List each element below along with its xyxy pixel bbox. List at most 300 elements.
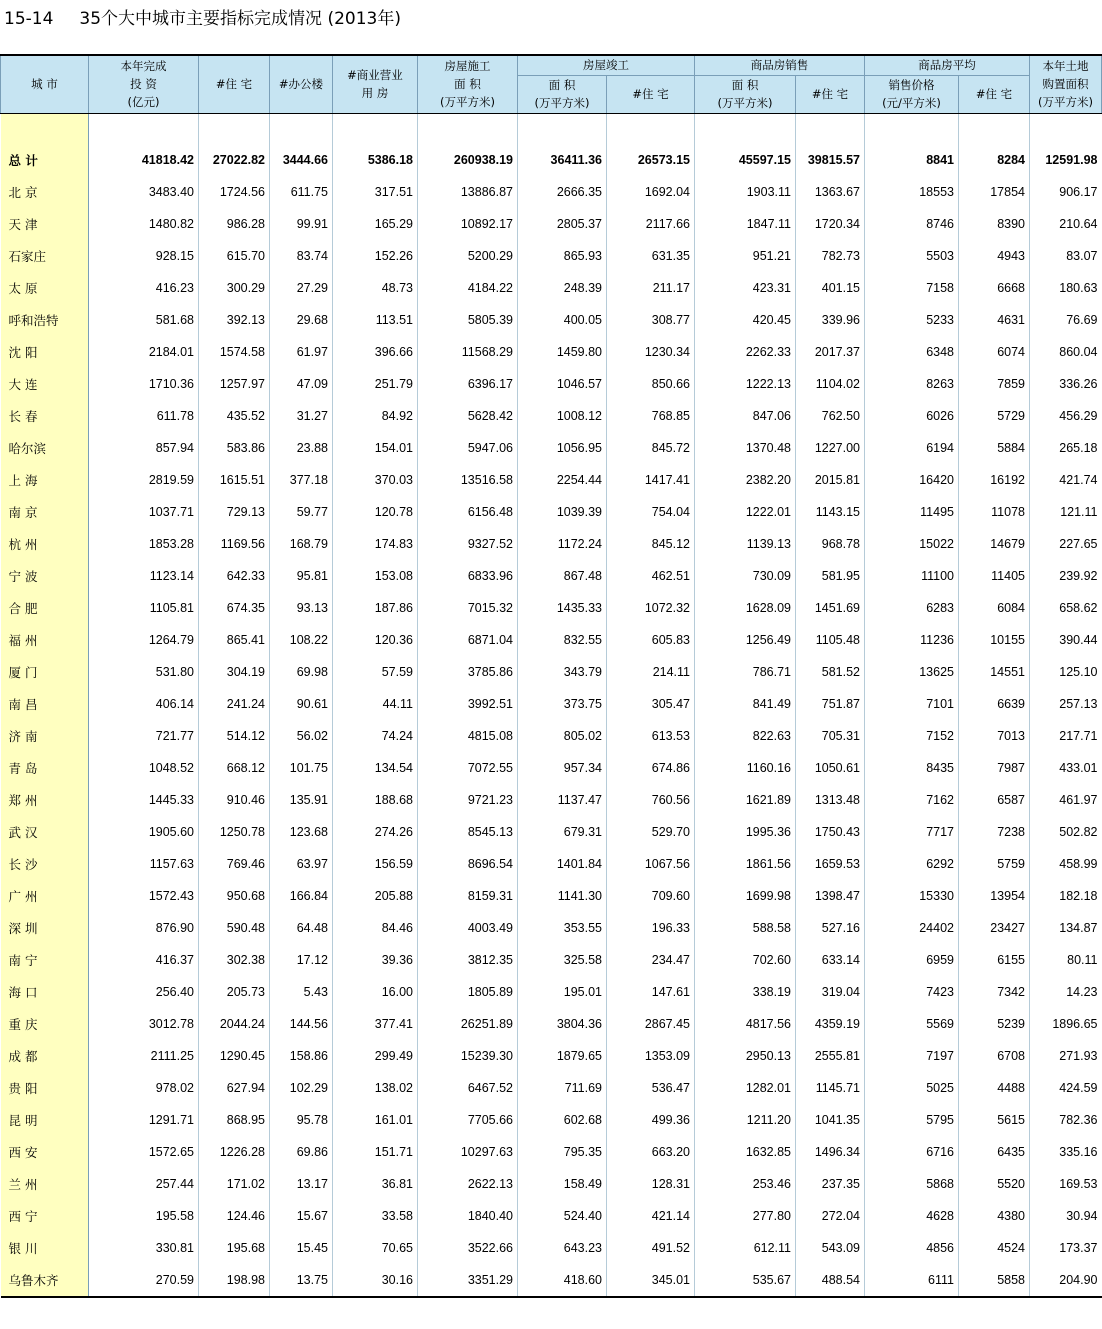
cell-value: 377.18	[270, 464, 333, 496]
cell-value: 1417.41	[607, 464, 695, 496]
table-row	[1, 336, 1102, 368]
table-row	[1, 304, 1102, 336]
cell-value: 24402	[865, 912, 959, 944]
cell-value: 14.23	[1030, 976, 1102, 1008]
cell-value: 76.69	[1030, 304, 1102, 336]
cell-value: 23.88	[270, 432, 333, 464]
cell-value: 95.81	[270, 560, 333, 592]
cell-value: 1222.01	[695, 496, 796, 528]
cell-value: 237.35	[796, 1168, 865, 1200]
table-row	[1, 1200, 1102, 1232]
table-row	[1, 784, 1102, 816]
cell-value: 6026	[865, 400, 959, 432]
cell-value: 1105.81	[89, 592, 199, 624]
cell-value: 26251.89	[418, 1008, 518, 1040]
cell-value: 36.81	[333, 1168, 418, 1200]
cell-value: 730.09	[695, 560, 796, 592]
cell-value: 80.11	[1030, 944, 1102, 976]
cell-value: 7859	[959, 368, 1030, 400]
cell-value: 69.98	[270, 656, 333, 688]
cell-value: 168.79	[270, 528, 333, 560]
cell-value: 7705.66	[418, 1104, 518, 1136]
cell-value: 1659.53	[796, 848, 865, 880]
cell-value: 1313.48	[796, 784, 865, 816]
cell-value: 1157.63	[89, 848, 199, 880]
cell-value: 1291.71	[89, 1104, 199, 1136]
cell-value: 4184.22	[418, 272, 518, 304]
cell-value: 729.13	[199, 496, 270, 528]
cell-value: 9327.52	[418, 528, 518, 560]
cell-value: 2805.37	[518, 208, 607, 240]
cell-value: 857.94	[89, 432, 199, 464]
cell-value: 822.63	[695, 720, 796, 752]
cell-value: 2262.33	[695, 336, 796, 368]
cell-value: 674.86	[607, 752, 695, 784]
cell-value: 702.60	[695, 944, 796, 976]
cell-value: 1211.20	[695, 1104, 796, 1136]
cell-value: 4943	[959, 240, 1030, 272]
cell-value: 39815.57	[796, 144, 865, 176]
cell-value: 120.78	[333, 496, 418, 528]
cell-value: 14551	[959, 656, 1030, 688]
cell-value: 8159.31	[418, 880, 518, 912]
cell-value: 502.82	[1030, 816, 1102, 848]
cell-value: 1041.35	[796, 1104, 865, 1136]
cell-value: 1250.78	[199, 816, 270, 848]
cell-value: 1353.09	[607, 1040, 695, 1072]
cell-value: 663.20	[607, 1136, 695, 1168]
cell-value: 421.14	[607, 1200, 695, 1232]
cell-value: 1615.51	[199, 464, 270, 496]
cell-value: 330.81	[89, 1232, 199, 1264]
cell-value: 865.93	[518, 240, 607, 272]
cell-value: 300.29	[199, 272, 270, 304]
header-completion-group: 房屋竣工	[518, 55, 695, 75]
cell-value: 1123.14	[89, 560, 199, 592]
header-completion-housing: #住 宅	[607, 75, 695, 113]
cell-value: 63.97	[270, 848, 333, 880]
cell-value: 527.16	[796, 912, 865, 944]
city-name: 哈尔滨	[1, 432, 89, 464]
cell-value: 5239	[959, 1008, 1030, 1040]
cell-value: 462.51	[607, 560, 695, 592]
cell-value: 5759	[959, 848, 1030, 880]
page-title	[4, 4, 401, 29]
cell-value: 3785.86	[418, 656, 518, 688]
cell-value: 6833.96	[418, 560, 518, 592]
cell-value: 968.78	[796, 528, 865, 560]
cell-value: 421.74	[1030, 464, 1102, 496]
cell-value: 1222.13	[695, 368, 796, 400]
cell-value: 1451.69	[796, 592, 865, 624]
cell-value: 4359.19	[796, 1008, 865, 1040]
cell-value: 1226.28	[199, 1136, 270, 1168]
cell-value: 1632.85	[695, 1136, 796, 1168]
cell-value: 2622.13	[418, 1168, 518, 1200]
cell-value: 613.53	[607, 720, 695, 752]
cell-value: 59.77	[270, 496, 333, 528]
cell-value: 643.23	[518, 1232, 607, 1264]
table-row	[1, 1040, 1102, 1072]
cell-value: 11078	[959, 496, 1030, 528]
cell-value: 1840.40	[418, 1200, 518, 1232]
city-name: 广 州	[1, 880, 89, 912]
city-name: 长 春	[1, 400, 89, 432]
cell-value: 204.90	[1030, 1264, 1102, 1297]
cell-value: 868.95	[199, 1104, 270, 1136]
cell-value: 769.46	[199, 848, 270, 880]
cell-value: 4628	[865, 1200, 959, 1232]
cell-value: 1480.82	[89, 208, 199, 240]
cell-value: 5386.18	[333, 144, 418, 176]
cell-value: 134.54	[333, 752, 418, 784]
cell-value: 5805.39	[418, 304, 518, 336]
cell-value: 7013	[959, 720, 1030, 752]
table-row	[1, 752, 1102, 784]
table-row	[1, 592, 1102, 624]
cell-value: 120.36	[333, 624, 418, 656]
cell-value: 8390	[959, 208, 1030, 240]
city-name: 青 岛	[1, 752, 89, 784]
cell-value: 1370.48	[695, 432, 796, 464]
cell-value: 188.68	[333, 784, 418, 816]
cell-value: 1105.48	[796, 624, 865, 656]
cell-value: 48.73	[333, 272, 418, 304]
cell-value: 2111.25	[89, 1040, 199, 1072]
cell-value: 5884	[959, 432, 1030, 464]
city-name: 太 原	[1, 272, 89, 304]
cell-value: 158.49	[518, 1168, 607, 1200]
cell-value: 658.62	[1030, 592, 1102, 624]
cell-value: 90.61	[270, 688, 333, 720]
cell-value: 4631	[959, 304, 1030, 336]
cell-value: 760.56	[607, 784, 695, 816]
cell-value: 5.43	[270, 976, 333, 1008]
city-name: 乌鲁木齐	[1, 1264, 89, 1297]
cell-value: 124.46	[199, 1200, 270, 1232]
cell-value: 8545.13	[418, 816, 518, 848]
cell-value: 762.50	[796, 400, 865, 432]
cell-value: 1143.15	[796, 496, 865, 528]
cell-value: 1459.80	[518, 336, 607, 368]
cell-value: 1172.24	[518, 528, 607, 560]
cell-value: 6074	[959, 336, 1030, 368]
cell-value: 8263	[865, 368, 959, 400]
cell-value: 832.55	[518, 624, 607, 656]
cell-value: 2950.13	[695, 1040, 796, 1072]
cell-value: 308.77	[607, 304, 695, 336]
cell-value: 3522.66	[418, 1232, 518, 1264]
cell-value: 13954	[959, 880, 1030, 912]
cell-value: 5729	[959, 400, 1030, 432]
cell-value: 30.94	[1030, 1200, 1102, 1232]
header-investment-office: #办公楼	[270, 55, 333, 113]
cell-value: 1903.11	[695, 176, 796, 208]
cell-value: 134.87	[1030, 912, 1102, 944]
cell-value: 768.85	[607, 400, 695, 432]
table-row	[1, 528, 1102, 560]
cell-value: 13886.87	[418, 176, 518, 208]
cell-value: 165.29	[333, 208, 418, 240]
table-row	[1, 1264, 1102, 1297]
cell-value: 45597.15	[695, 144, 796, 176]
cell-value: 151.71	[333, 1136, 418, 1168]
cell-value: 611.78	[89, 400, 199, 432]
cell-value: 5615	[959, 1104, 1030, 1136]
cell-value: 4488	[959, 1072, 1030, 1104]
cell-value: 195.01	[518, 976, 607, 1008]
cell-value: 1139.13	[695, 528, 796, 560]
header-sales-area: 面 积 (万平方米)	[695, 75, 796, 113]
cell-value: 5947.06	[418, 432, 518, 464]
cell-value: 15022	[865, 528, 959, 560]
city-name: 呼和浩特	[1, 304, 89, 336]
cell-value: 627.94	[199, 1072, 270, 1104]
cell-value: 950.68	[199, 880, 270, 912]
cell-value: 1256.49	[695, 624, 796, 656]
cell-value: 16420	[865, 464, 959, 496]
cell-value: 1720.34	[796, 208, 865, 240]
cell-value: 5025	[865, 1072, 959, 1104]
cell-value: 1363.67	[796, 176, 865, 208]
cell-value: 6156.48	[418, 496, 518, 528]
cell-value: 2015.81	[796, 464, 865, 496]
cell-value: 1692.04	[607, 176, 695, 208]
cell-value: 1141.30	[518, 880, 607, 912]
table-row	[1, 976, 1102, 1008]
cell-value: 581.95	[796, 560, 865, 592]
cell-value: 7015.32	[418, 592, 518, 624]
cell-value: 1847.11	[695, 208, 796, 240]
cell-value: 257.44	[89, 1168, 199, 1200]
city-name: 贵 阳	[1, 1072, 89, 1104]
cell-value: 951.21	[695, 240, 796, 272]
cell-value: 317.51	[333, 176, 418, 208]
cell-value: 4003.49	[418, 912, 518, 944]
cell-value: 11100	[865, 560, 959, 592]
cell-value: 39.36	[333, 944, 418, 976]
cell-value: 70.65	[333, 1232, 418, 1264]
cell-value: 957.34	[518, 752, 607, 784]
city-name: 西 安	[1, 1136, 89, 1168]
cell-value: 125.10	[1030, 656, 1102, 688]
city-name: 昆 明	[1, 1104, 89, 1136]
cell-value: 93.13	[270, 592, 333, 624]
cell-value: 5569	[865, 1008, 959, 1040]
header-price-group: 商品房平均	[865, 55, 1030, 75]
cell-value: 6708	[959, 1040, 1030, 1072]
cell-value: 461.97	[1030, 784, 1102, 816]
cell-value: 16.00	[333, 976, 418, 1008]
cell-value: 338.19	[695, 976, 796, 1008]
cell-value: 1145.71	[796, 1072, 865, 1104]
cell-value: 15239.30	[418, 1040, 518, 1072]
cell-value: 353.55	[518, 912, 607, 944]
city-name: 北 京	[1, 176, 89, 208]
cell-value: 488.54	[796, 1264, 865, 1297]
spacer-row	[1, 113, 1102, 144]
cell-value: 841.49	[695, 688, 796, 720]
cell-value: 865.41	[199, 624, 270, 656]
cell-value: 782.73	[796, 240, 865, 272]
cell-value: 274.26	[333, 816, 418, 848]
cell-value: 2117.66	[607, 208, 695, 240]
cell-value: 6111	[865, 1264, 959, 1297]
cell-value: 345.01	[607, 1264, 695, 1297]
cell-value: 1710.36	[89, 368, 199, 400]
cell-value: 2044.24	[199, 1008, 270, 1040]
cell-value: 241.24	[199, 688, 270, 720]
table-row	[1, 1168, 1102, 1200]
cell-value: 195.68	[199, 1232, 270, 1264]
city-name: 银 川	[1, 1232, 89, 1264]
table-row	[1, 688, 1102, 720]
cell-value: 3812.35	[418, 944, 518, 976]
cell-value: 3804.36	[518, 1008, 607, 1040]
cell-value: 253.46	[695, 1168, 796, 1200]
cell-value: 435.52	[199, 400, 270, 432]
cell-value: 1496.34	[796, 1136, 865, 1168]
cell-value: 2017.37	[796, 336, 865, 368]
cell-value: 805.02	[518, 720, 607, 752]
cell-value: 69.86	[270, 1136, 333, 1168]
table-row	[1, 464, 1102, 496]
table-row	[1, 560, 1102, 592]
cell-value: 84.92	[333, 400, 418, 432]
cell-value: 8841	[865, 144, 959, 176]
cell-value: 16192	[959, 464, 1030, 496]
cell-value: 6283	[865, 592, 959, 624]
city-name: 长 沙	[1, 848, 89, 880]
cell-value: 754.04	[607, 496, 695, 528]
cell-value: 543.09	[796, 1232, 865, 1264]
cell-value: 6155	[959, 944, 1030, 976]
cell-value: 6587	[959, 784, 1030, 816]
cell-value: 456.29	[1030, 400, 1102, 432]
city-name: 宁 波	[1, 560, 89, 592]
cell-value: 7238	[959, 816, 1030, 848]
cell-value: 4380	[959, 1200, 1030, 1232]
header-investment: 本年完成 投 资 (亿元)	[89, 55, 199, 113]
cell-value: 17854	[959, 176, 1030, 208]
city-name: 武 汉	[1, 816, 89, 848]
cell-value: 4815.08	[418, 720, 518, 752]
cell-value: 4856	[865, 1232, 959, 1264]
table-row	[1, 720, 1102, 752]
cell-value: 6871.04	[418, 624, 518, 656]
cell-value: 910.46	[199, 784, 270, 816]
cell-value: 674.35	[199, 592, 270, 624]
cell-value: 33.58	[333, 1200, 418, 1232]
city-name: 南 昌	[1, 688, 89, 720]
cell-value: 7987	[959, 752, 1030, 784]
city-name: 厦 门	[1, 656, 89, 688]
cell-value: 7197	[865, 1040, 959, 1072]
cell-value: 83.74	[270, 240, 333, 272]
cell-value: 343.79	[518, 656, 607, 688]
cell-value: 612.11	[695, 1232, 796, 1264]
cell-value: 433.01	[1030, 752, 1102, 784]
city-name: 石家庄	[1, 240, 89, 272]
city-name: 大 连	[1, 368, 89, 400]
cell-value: 6668	[959, 272, 1030, 304]
table-body	[1, 113, 1102, 1297]
cell-value: 41818.42	[89, 144, 199, 176]
cell-value: 196.33	[607, 912, 695, 944]
cell-value: 1853.28	[89, 528, 199, 560]
cell-value: 7101	[865, 688, 959, 720]
cell-value: 339.96	[796, 304, 865, 336]
cell-value: 860.04	[1030, 336, 1102, 368]
cell-value: 2184.01	[89, 336, 199, 368]
cell-value: 30.16	[333, 1264, 418, 1297]
cell-value: 11568.29	[418, 336, 518, 368]
cell-value: 57.59	[333, 656, 418, 688]
city-name: 合 肥	[1, 592, 89, 624]
cell-value: 2666.35	[518, 176, 607, 208]
cell-value: 581.52	[796, 656, 865, 688]
cell-value: 1401.84	[518, 848, 607, 880]
cell-value: 588.58	[695, 912, 796, 944]
cell-value: 845.72	[607, 432, 695, 464]
cell-value: 1879.65	[518, 1040, 607, 1072]
cell-value: 18553	[865, 176, 959, 208]
cell-value: 514.12	[199, 720, 270, 752]
cell-value: 782.36	[1030, 1104, 1102, 1136]
cell-value: 13625	[865, 656, 959, 688]
cell-value: 260938.19	[418, 144, 518, 176]
cell-value: 29.68	[270, 304, 333, 336]
cell-value: 10297.63	[418, 1136, 518, 1168]
cell-value: 721.77	[89, 720, 199, 752]
cell-value: 418.60	[518, 1264, 607, 1297]
cell-value: 144.56	[270, 1008, 333, 1040]
cell-value: 5233	[865, 304, 959, 336]
cell-value: 158.86	[270, 1040, 333, 1072]
cell-value: 401.15	[796, 272, 865, 304]
cell-value: 1290.45	[199, 1040, 270, 1072]
cell-value: 15.67	[270, 1200, 333, 1232]
cell-value: 171.02	[199, 1168, 270, 1200]
cell-value: 1435.33	[518, 592, 607, 624]
cell-value: 499.36	[607, 1104, 695, 1136]
cell-value: 6435	[959, 1136, 1030, 1168]
cell-value: 2254.44	[518, 464, 607, 496]
cell-value: 239.92	[1030, 560, 1102, 592]
cell-value: 8284	[959, 144, 1030, 176]
cell-value: 1048.52	[89, 752, 199, 784]
cell-value: 6959	[865, 944, 959, 976]
cell-value: 121.11	[1030, 496, 1102, 528]
cell-value: 1160.16	[695, 752, 796, 784]
table-row	[1, 176, 1102, 208]
cell-value: 8746	[865, 208, 959, 240]
cell-value: 272.04	[796, 1200, 865, 1232]
cell-value: 227.65	[1030, 528, 1102, 560]
cell-value: 7162	[865, 784, 959, 816]
cell-value: 6084	[959, 592, 1030, 624]
cell-value: 234.47	[607, 944, 695, 976]
city-name: 总 计	[1, 144, 89, 176]
cell-value: 217.71	[1030, 720, 1102, 752]
cell-value: 195.58	[89, 1200, 199, 1232]
cell-value: 152.26	[333, 240, 418, 272]
cell-value: 1905.60	[89, 816, 199, 848]
cell-value: 536.47	[607, 1072, 695, 1104]
cell-value: 906.17	[1030, 176, 1102, 208]
cell-value: 161.01	[333, 1104, 418, 1136]
cell-value: 377.41	[333, 1008, 418, 1040]
